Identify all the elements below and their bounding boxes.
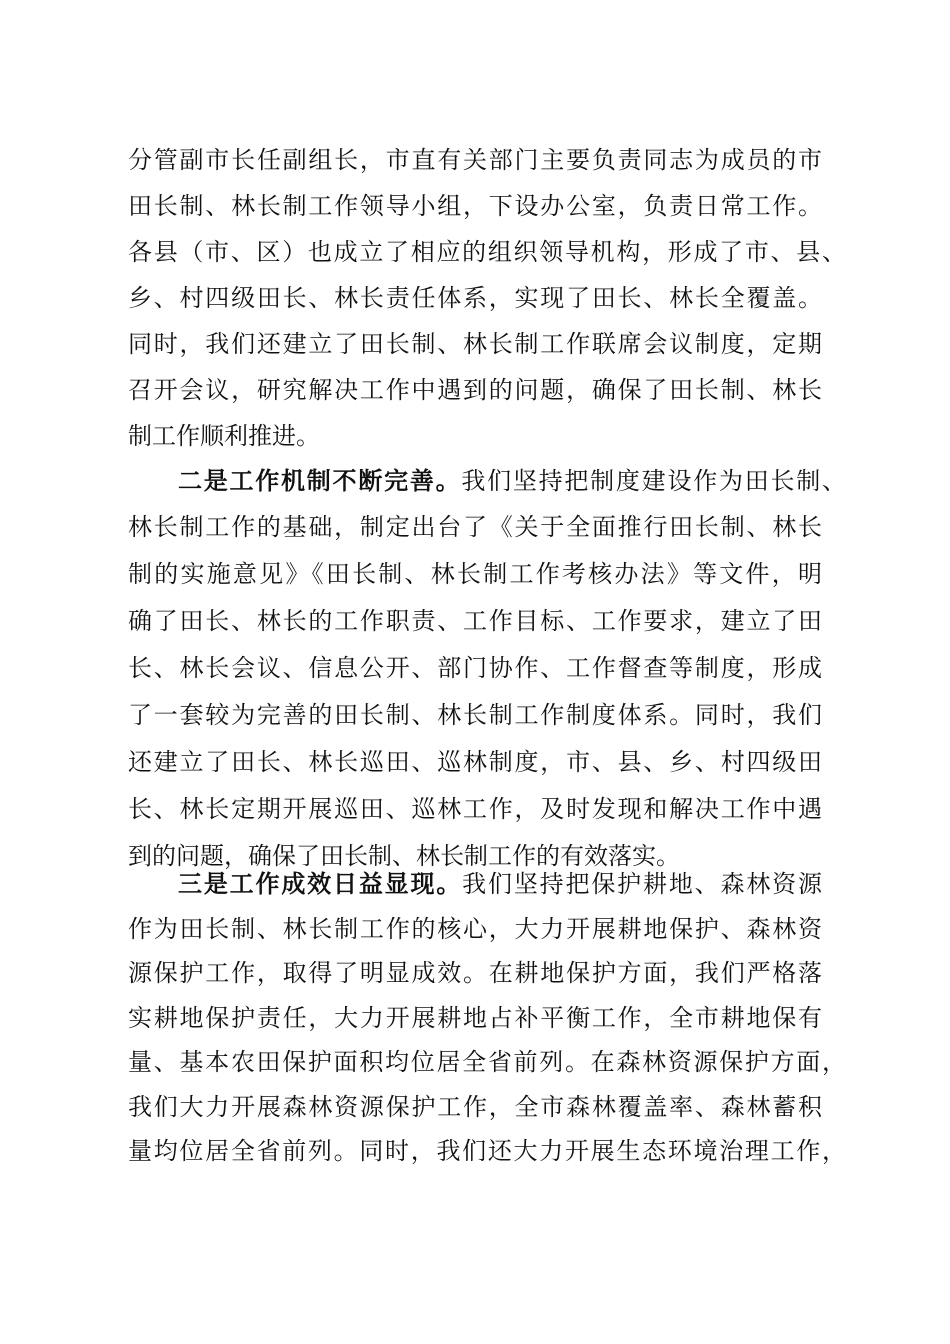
text-line: 召开会议，研究解决工作中遇到的问题，确保了田长制、林长 [128,376,822,404]
text-line: 还建立了田长、林长巡田、巡林制度，市、县、乡、村四级田 [128,748,822,776]
text-line [128,457,846,504]
text-line: 我们大力开展森林资源保护工作，全市森林覆盖率、森林蓄积 [128,1092,822,1121]
text-line: 林长制工作的基础，制定出台了《关于全面推行田长制、林长 [128,513,822,541]
text-line: 作为田长制、林长制工作的核心，大力开展耕地保护、森林资 [128,914,822,943]
text-line: 同时，我们还建立了田长制、林长制工作联席会议制度，定期 [128,330,822,358]
text-line: 量、基本农田保护面积均位居全省前列。在森林资源保护方面， [128,1048,846,1076]
text-line: 各县（市、区）也成立了相应的组织领导机构，形成了市、县、 [128,238,846,266]
text-line: 制工作顺利推进。 [128,422,320,450]
text-span: 我们坚持把保护耕地、森林资源 [462,870,823,898]
text-line: 乡、村四级田长、林长责任体系，实现了田长、林长全覆盖。 [128,284,822,312]
text-line: 田长制、林长制工作领导小组，下设办公室，负责日常工作。 [128,192,822,220]
text-line: 制的实施意见》《田长制、林长制工作考核办法》等文件，明 [128,560,822,588]
paragraph-lead: 三是工作成效日益显现。 [178,869,463,898]
paragraph-work-mechanism [128,457,846,880]
text-line: 量均位居全省前列。同时，我们还大力开展生态环境治理工作， [128,1137,846,1165]
text-line: 分管副市长任副组长，市直有关部门主要负责同志为成员的市 [128,146,822,174]
paragraph-lead: 二是工作机制不断完善。 [178,466,462,495]
text-line: 源保护工作，取得了明显成效。在耕地保护方面，我们严格落 [128,959,822,987]
text-line [128,862,822,907]
paragraph-work-results [128,862,846,1174]
text-line: 确了田长、林长的工作职责、工作目标、工作要求，建立了田 [128,607,822,635]
text-line: 长、林长定期开展巡田、巡林工作，及时发现和解决工作中遇 [128,795,822,823]
text-line: 长、林长会议、信息公开、部门协作、工作督查等制度，形成 [128,654,822,682]
paragraph-organization [128,137,846,459]
text-line: 实耕地保护责任，大力开展耕地占补平衡工作，全市耕地保有 [128,1003,822,1032]
text-line: 到的问题，确保了田长制、林长制工作的有效落实。 [128,842,680,870]
text-span: 我们坚持把制度建设作为田长制、 [461,467,846,495]
text-line: 了一套较为完善的田长制、林长制工作制度体系。同时，我们 [128,701,822,729]
